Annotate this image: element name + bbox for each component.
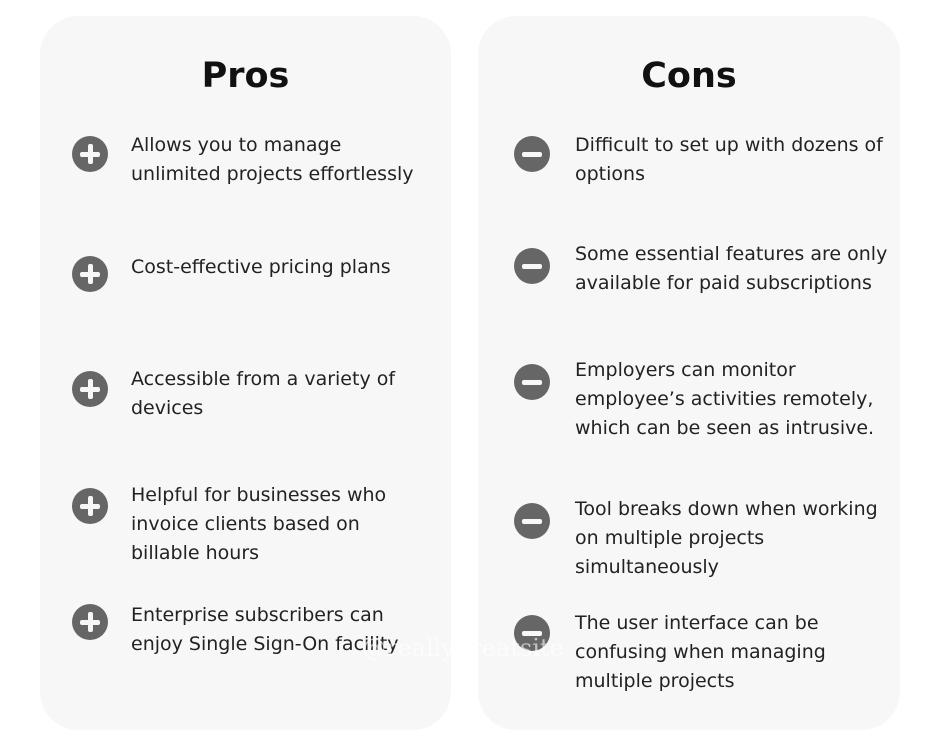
pros-item-text: Helpful for businesses who invoice clients based on billable hours — [131, 484, 387, 564]
cons-title: Cons — [641, 56, 737, 96]
cons-item-text: Difficult to set up with dozens of options — [575, 134, 883, 185]
minus-circle-icon — [514, 136, 550, 172]
plus-circle-icon — [72, 604, 108, 640]
cons-item-text: Employers can monitor employee’s activities remotely, which can be seen as intrusive. — [575, 359, 875, 439]
pros-item-text: Allows you to manage unlimited projects effortlessly — [131, 134, 414, 185]
minus-circle-icon — [514, 248, 550, 284]
minus-circle-icon — [514, 503, 550, 539]
pros-item-text: Enterprise subscribers can enjoy Single Sign-On facility — [131, 604, 399, 655]
plus-circle-icon — [72, 136, 108, 172]
cons-item-text: The user interface can be confusing when managing multiple projects — [575, 612, 826, 692]
plus-circle-icon — [72, 488, 108, 524]
plus-circle-icon — [72, 256, 108, 292]
cons-item-text: Some essential features are only available for paid subscriptions — [575, 243, 888, 294]
watermark: @reallygreatsite — [362, 634, 564, 662]
cons-item-text: Tool breaks down when working on multiple projects simultaneously — [575, 498, 878, 578]
cons-card — [478, 16, 900, 730]
pros-title: Pros — [201, 56, 290, 96]
minus-circle-icon — [514, 364, 550, 400]
pros-card — [40, 16, 451, 730]
pros-item-text: Accessible from a variety of devices — [131, 368, 396, 419]
pros-item-text: Cost-effective pricing plans — [131, 256, 391, 278]
plus-circle-icon — [72, 371, 108, 407]
